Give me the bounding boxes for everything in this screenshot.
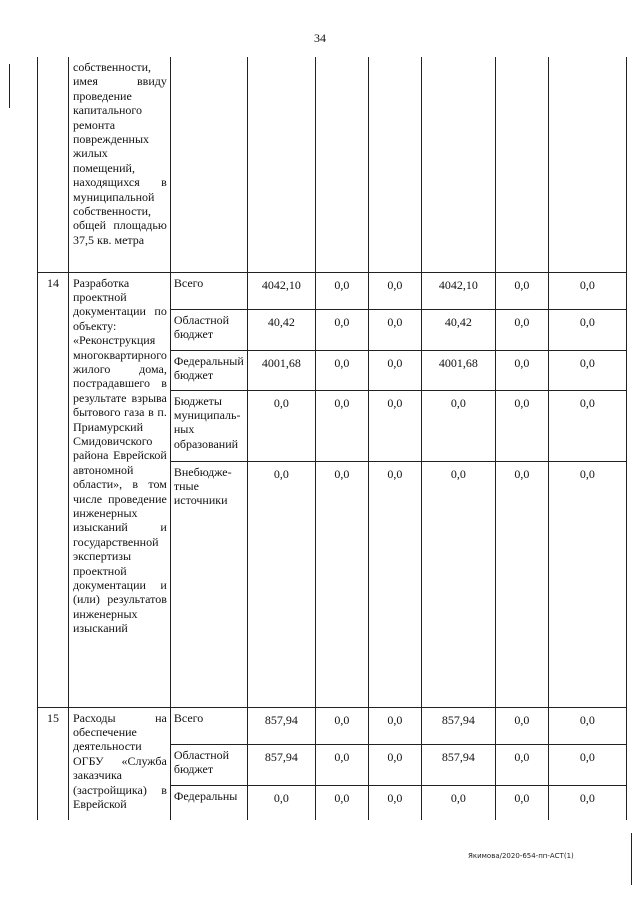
funding-source: Федеральный бюджет bbox=[170, 350, 247, 390]
value-cell: 857,94 bbox=[421, 707, 495, 744]
value-cell: 0,0 bbox=[315, 744, 368, 785]
row-number: 15 bbox=[38, 707, 69, 820]
value-cell: 0,0 bbox=[368, 350, 421, 390]
margin-line bbox=[631, 833, 632, 885]
value-cell: 0,0 bbox=[421, 461, 495, 707]
continuation-row bbox=[38, 57, 627, 272]
value-cell: 0,0 bbox=[548, 390, 626, 461]
value-cell: 0,0 bbox=[421, 390, 495, 461]
funding-source: Бюджеты муниципаль-ных образований bbox=[170, 390, 247, 461]
value-cell: 0,0 bbox=[368, 390, 421, 461]
value-cell: 0,0 bbox=[315, 461, 368, 707]
value-cell: 0,0 bbox=[315, 707, 368, 744]
value-cell: 0,0 bbox=[548, 707, 626, 744]
value-cell: 0,0 bbox=[495, 309, 548, 350]
value-cell: 0,0 bbox=[368, 744, 421, 785]
value-cell: 4042,10 bbox=[421, 272, 495, 309]
value-cell: 0,0 bbox=[315, 272, 368, 309]
value-cell: 4042,10 bbox=[247, 272, 315, 309]
value-cell: 0,0 bbox=[548, 272, 626, 309]
value-cell: 0,0 bbox=[495, 785, 548, 820]
funding-source: Областной бюджет bbox=[170, 744, 247, 785]
table-row bbox=[38, 272, 627, 309]
row-description: собственности, имея ввиду проведение капитального ремонта поврежденных жилых помещений, находящихся в муниципальной собственности, общей площадью 37,5 кв. метра bbox=[69, 57, 171, 272]
funding-source: Всего bbox=[170, 272, 247, 309]
value-cell: 0,0 bbox=[495, 744, 548, 785]
value-cell: 0,0 bbox=[495, 390, 548, 461]
value-cell: 40,42 bbox=[421, 309, 495, 350]
value-cell: 0,0 bbox=[368, 785, 421, 820]
value-cell: 4001,68 bbox=[247, 350, 315, 390]
funding-source: Всего bbox=[170, 707, 247, 744]
value-cell: 0,0 bbox=[247, 390, 315, 461]
page-number: 34 bbox=[314, 31, 326, 45]
funding-source: Внебюдже-тные источники bbox=[170, 461, 247, 707]
funding-source: Федеральны bbox=[170, 785, 247, 820]
funding-source: Областной бюджет bbox=[170, 309, 247, 350]
value-cell: 0,0 bbox=[548, 461, 626, 707]
value-cell: 40,42 bbox=[247, 309, 315, 350]
value-cell: 0,0 bbox=[368, 309, 421, 350]
value-cell: 0,0 bbox=[315, 785, 368, 820]
margin-line bbox=[9, 64, 10, 108]
value-cell: 0,0 bbox=[315, 309, 368, 350]
value-cell: 857,94 bbox=[421, 744, 495, 785]
value-cell: 0,0 bbox=[495, 461, 548, 707]
value-cell: 0,0 bbox=[548, 785, 626, 820]
value-cell: 0,0 bbox=[495, 350, 548, 390]
value-cell: 0,0 bbox=[247, 785, 315, 820]
value-cell: 4001,68 bbox=[421, 350, 495, 390]
document-footer: Якимова/2020-654-пп-АСТ(1) bbox=[468, 852, 574, 860]
value-cell: 0,0 bbox=[548, 309, 626, 350]
value-cell: 0,0 bbox=[548, 350, 626, 390]
value-cell: 0,0 bbox=[368, 272, 421, 309]
value-cell: 857,94 bbox=[247, 707, 315, 744]
value-cell: 0,0 bbox=[315, 390, 368, 461]
row-description: Расходы на обеспечение деятельности ОГБУ «Служба заказчика (застройщика) в Еврейской bbox=[69, 707, 171, 820]
value-cell: 0,0 bbox=[548, 744, 626, 785]
value-cell: 857,94 bbox=[247, 744, 315, 785]
value-cell: 0,0 bbox=[247, 461, 315, 707]
value-cell: 0,0 bbox=[495, 272, 548, 309]
budget-table bbox=[37, 57, 627, 820]
value-cell: 0,0 bbox=[368, 707, 421, 744]
value-cell: 0,0 bbox=[315, 350, 368, 390]
row-description: Разработка проектной документации по объекту: «Реконструкция многоквартирного жилого дома, пострадавшего в результате взрыва бытового газа в п. Приамурский Смидовичского района Еврейской автономной области», в том числе проведение инженерных изысканий и государственной экспертизы проектной документации и (или) результатов инженерных изысканий bbox=[69, 272, 171, 707]
row-number: 14 bbox=[38, 272, 69, 707]
table-row bbox=[38, 707, 627, 744]
value-cell: 0,0 bbox=[495, 707, 548, 744]
value-cell: 0,0 bbox=[368, 461, 421, 707]
value-cell: 0,0 bbox=[421, 785, 495, 820]
